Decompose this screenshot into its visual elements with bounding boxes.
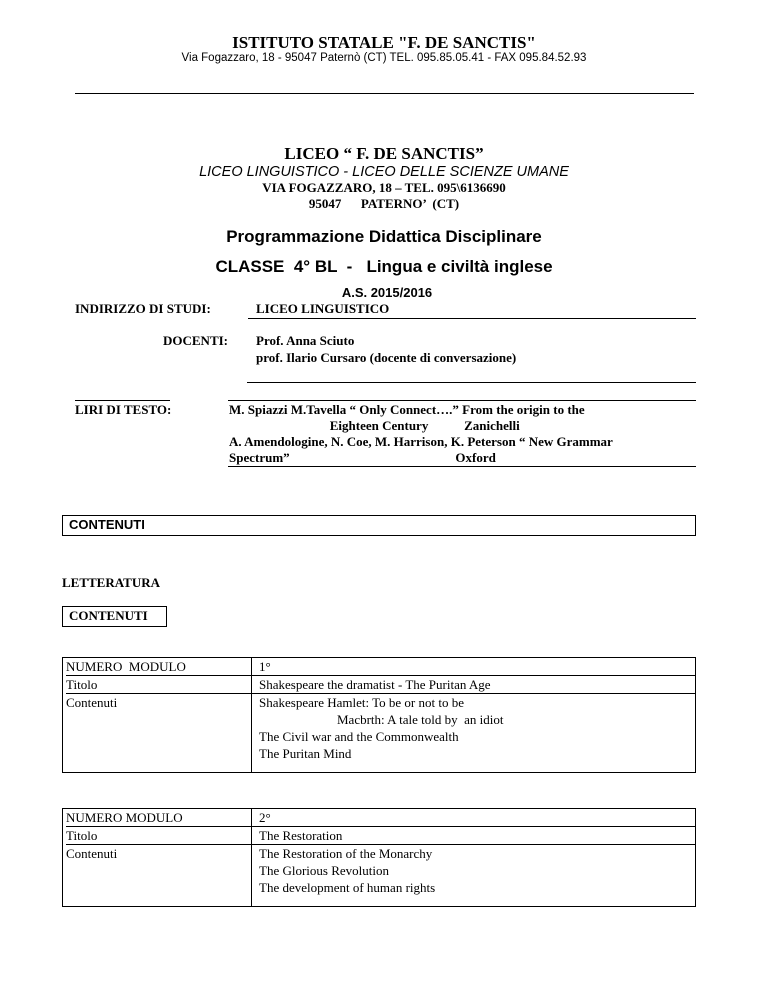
contenuti-label: Contenuti [66, 695, 118, 710]
modulo-labels [63, 809, 252, 907]
contenuti-heading: CONTENUTI [62, 515, 696, 536]
numero-modulo-value: 2° [252, 809, 695, 827]
contenuto-item: The development of human rights [259, 880, 436, 895]
titolo-value: Shakespeare the dramatist - The Puritan Age [252, 676, 695, 694]
modulo-labels [63, 658, 252, 773]
school-year: A.S. 2015/2016 [341, 285, 433, 300]
modulo-values [252, 658, 696, 773]
modulo-table [62, 657, 696, 773]
libri-line: Spectrum” Oxford [229, 450, 496, 465]
contenuto-item: The Glorious Revolution [259, 863, 389, 878]
numero-modulo-label: NUMERO MODULO [66, 658, 251, 676]
docenti-divider [247, 382, 696, 383]
libri-line: Eighteen Century Zanichelli [229, 418, 520, 433]
contenuto-item: Shakespeare Hamlet: To be or not to be [259, 695, 464, 710]
docente-name: Prof. Anna Sciuto [256, 333, 355, 348]
modulo-values [252, 809, 696, 907]
school-name: ISTITUTO STATALE "F. DE SANCTIS" [232, 33, 536, 52]
liceo-address: VIA FOGAZZARO, 18 – TEL. 095\6136690 [262, 180, 506, 195]
letteratura-heading: LETTERATURA [62, 575, 161, 590]
numero-modulo-value: 1° [252, 658, 695, 676]
contenuti-subheading: CONTENUTI [62, 606, 167, 627]
liceo-subtitle: LICEO LINGUISTICO - LICEO DELLE SCIENZE UMANE [199, 164, 569, 180]
indirizzo-label: INDIRIZZO DI STUDI: [75, 301, 211, 316]
titolo-label: Titolo [66, 676, 251, 694]
document-title: Programmazione Didattica Disciplinare [226, 227, 542, 246]
contenuto-item: The Restoration of the Monarchy [259, 846, 433, 861]
school-address: Via Fogazzaro, 18 - 95047 Paternò (CT) TEL. 095.85.05.41 - FAX 095.84.52.93 [181, 52, 587, 64]
contenuto-item: The Civil war and the Commonwealth [259, 729, 459, 744]
contenuto-item: The Puritan Mind [259, 746, 352, 761]
liceo-name: LICEO “ F. DE SANCTIS” [284, 144, 484, 163]
contenuti-label: Contenuti [66, 846, 118, 861]
libri-line: A. Amendologine, N. Coe, M. Harrison, K. Peterson “ New Grammar [229, 434, 613, 449]
docente-name: prof. Ilario Cursaro (docente di conversazione) [256, 350, 517, 365]
numero-modulo-label: NUMERO MODULO [66, 809, 251, 827]
libri-line: M. Spiazzi M.Tavella “ Only Connect….” From the origin to the [229, 402, 585, 417]
liceo-city: 95047 PATERNO’ (CT) [308, 196, 460, 211]
modulo-table [62, 808, 696, 907]
indirizzo-value: LICEO LINGUISTICO [248, 301, 696, 319]
class-title: CLASSE 4° BL - Lingua e civiltà inglese [215, 257, 553, 276]
docenti-label: DOCENTI: [163, 333, 229, 348]
libri-label-overline [75, 400, 170, 401]
titolo-value: The Restoration [252, 827, 695, 845]
libri-top-divider [228, 400, 696, 401]
libri-label: LIRI DI TESTO: [75, 402, 172, 417]
titolo-label: Titolo [66, 827, 251, 845]
libri-bottom-divider [228, 466, 696, 467]
contenuto-item: Macbrth: A tale told by an idiot [259, 712, 504, 727]
header-divider [75, 93, 694, 94]
